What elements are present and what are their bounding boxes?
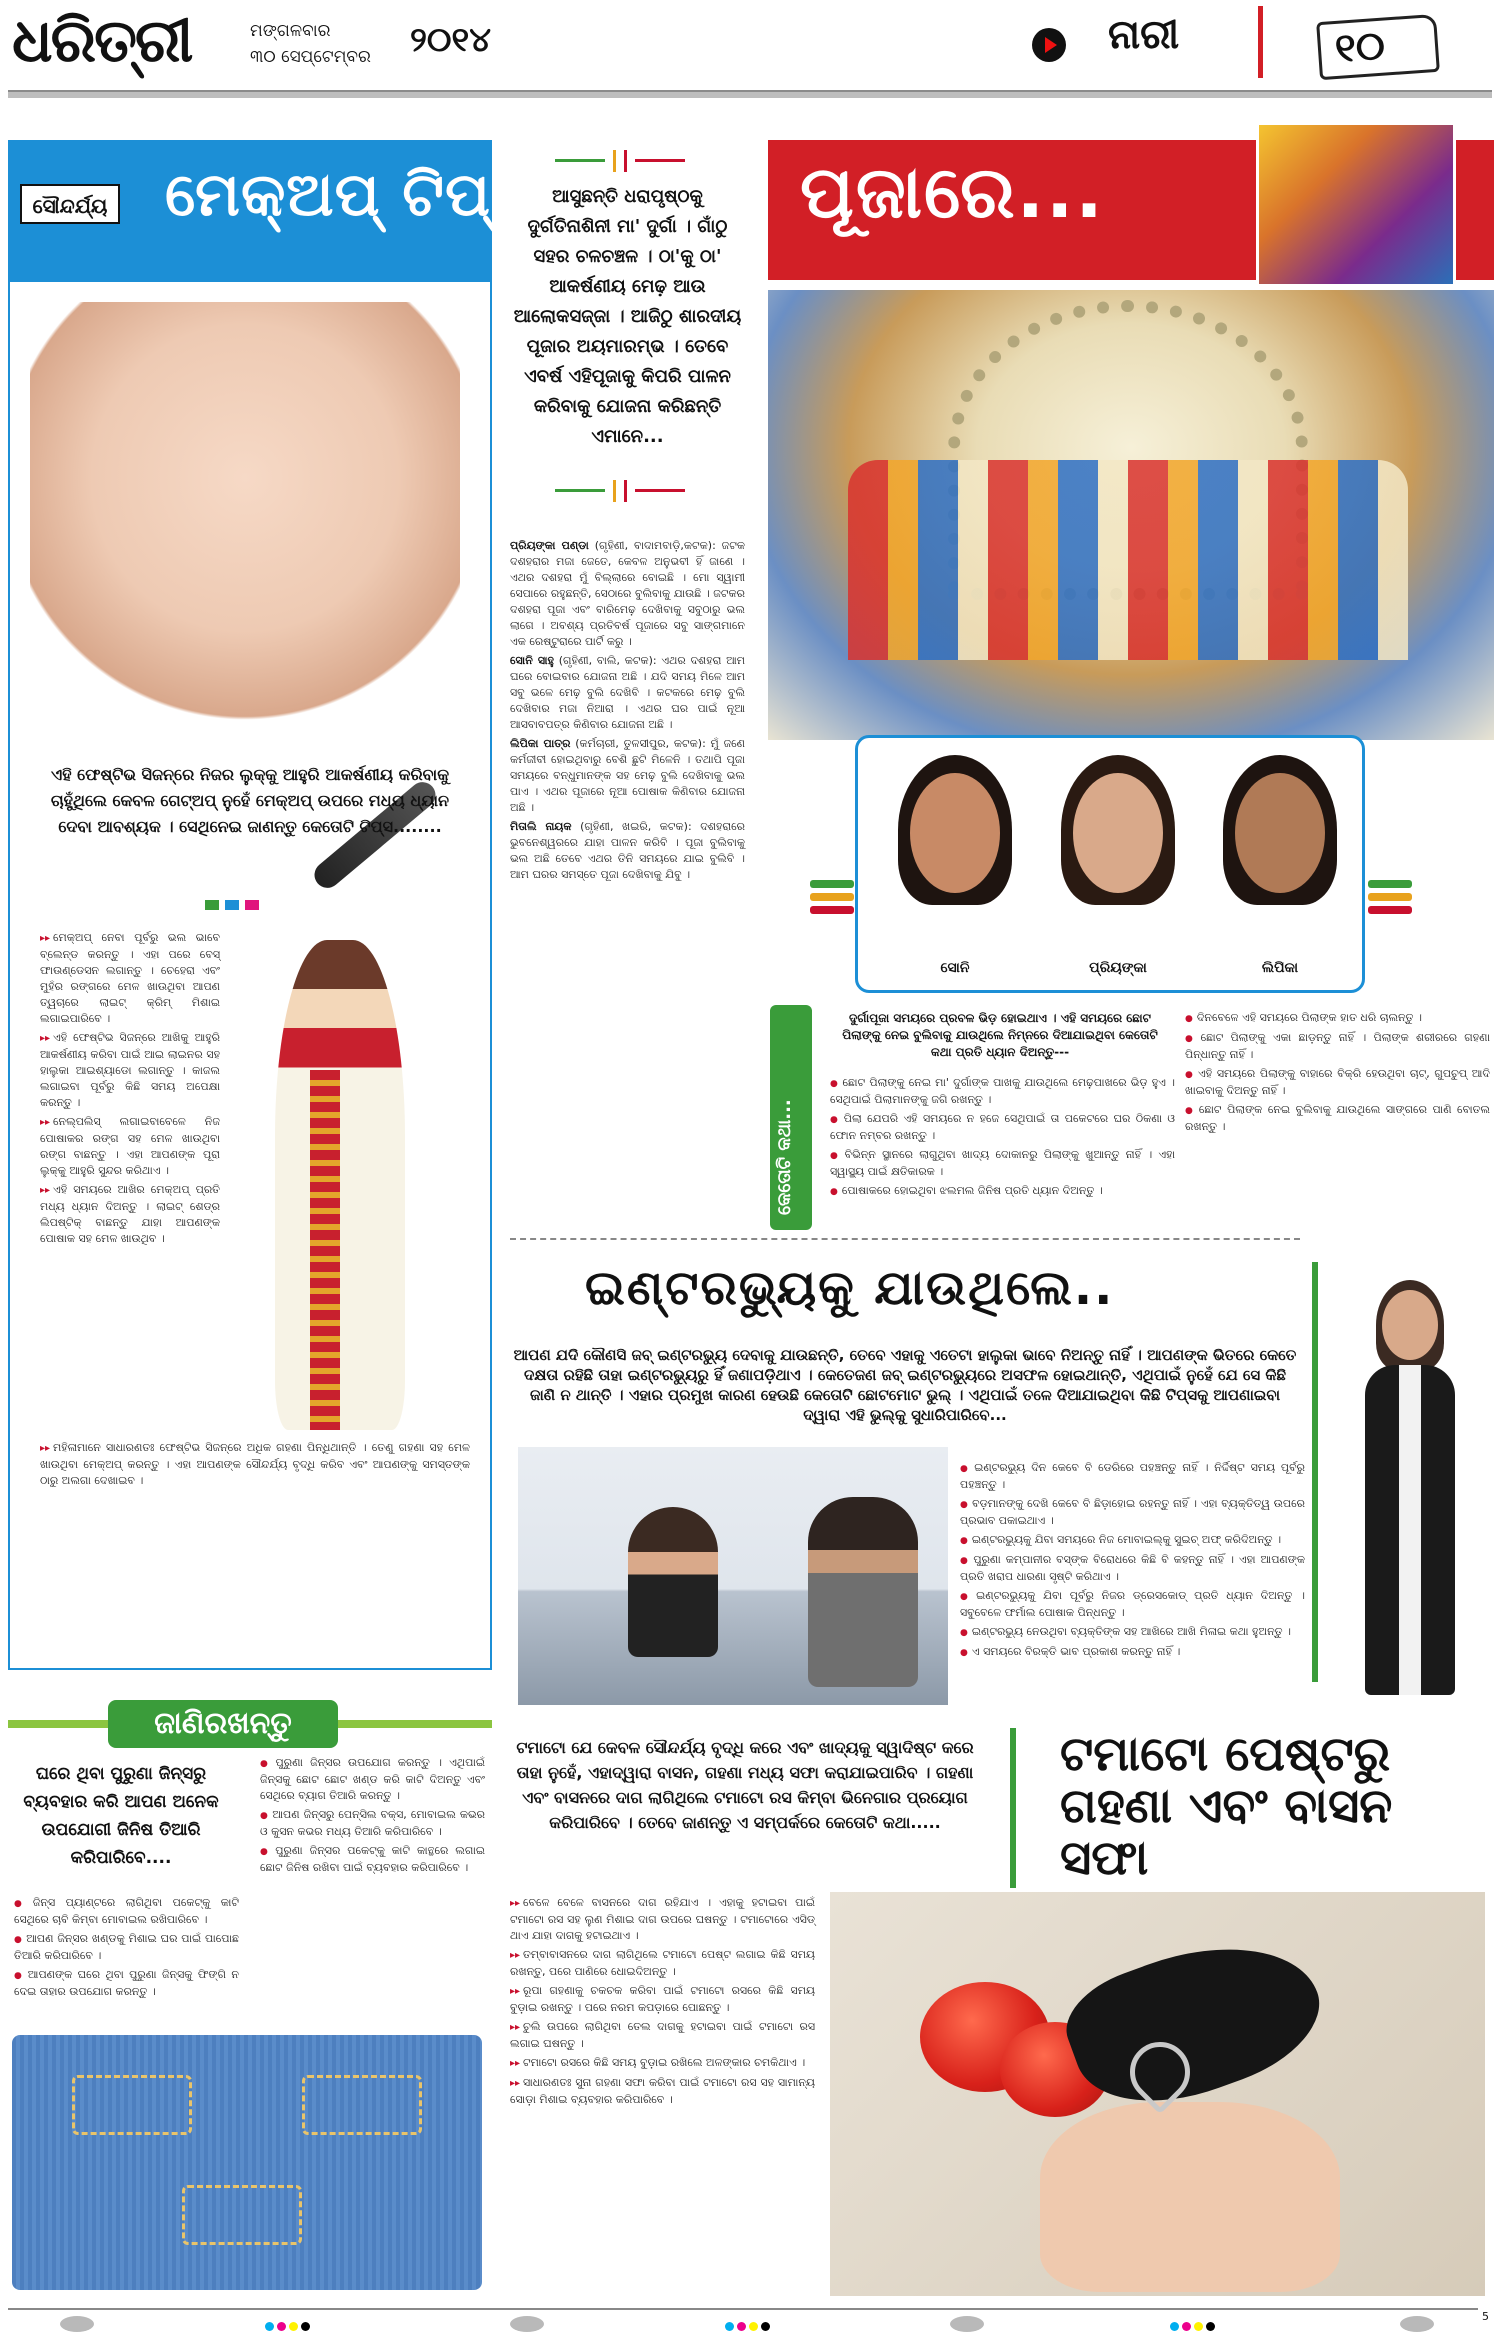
- puja-intro: ଆସୁଛନ୍ତି ଧରାପୃଷ୍ଠକୁ ଦୁର୍ଗତିନାଶିନୀ ମା' ଦୁର୍ଗା । ଗାଁଠୁ ସହର ଚଳଚଞ୍ଚଳ । ଠା'କୁ ଠା' ଆକର୍ଷଣୀୟ ମେଢ଼ ଆଉ ଆଲୋକସଜ୍ଜା । ଆଜିଠୁ ଶାରଦୀୟ ପୂଜାର ଅୟମାରମ୍ଭ । ତେବେ ଏବର୍ଷ ଏହିପୂଜାକୁ କିପରି ପାଳନ କରିବାକୁ ଯୋଜନା କରିଛନ୍ତି ଏମାନେ...: [513, 186, 742, 447]
- jeans-tip: ● ଜିନ୍ସ ପ୍ୟାଣ୍ଟରେ ଲାଗିଥିବା ପକେଟ୍‌କୁ କାଟି ସେଥିରେ ଚାବି କିମ୍ବା ମୋବାଇଲ ରଖିପାରିବେ ।: [14, 1895, 239, 1928]
- makeup-intro: ଏହି ଫେଷ୍ଟିଭ ସିଜନ୍‌ରେ ନିଜର ଲୁକ୍‌କୁ ଆହୁରି ଆକର୍ଷଣୀୟ କରିବାକୁ ଚାହୁଁଥିଲେ କେବଳ ଗେଟ୍‌ଅପ୍ ନୁହେଁ ମେକ୍‌ଅପ୍ ଉପରେ ମଧ୍ୟ ଧ୍ୟାନ ଦେବା ଆବଶ୍ୟକ । ସେଥିନେଇ ଜାଣନ୍ତୁ କେତୋଟି ଟିପ୍ସ........: [50, 765, 450, 836]
- puja-title: ପୂଜାରେ...: [800, 150, 1105, 234]
- safety-tip: ● ପିଲା ଯେପରି ଏହି ସମୟରେ ନ ହଜେ ସେଥିପାଇଁ ତା ପକେଟରେ ଘର ଠିକଣା ଓ ଫୋନ ନମ୍ବର ରଖନ୍ତୁ ।: [830, 1111, 1175, 1144]
- page-number-tab: [1316, 14, 1440, 80]
- tomato-tip: ▸▸ ତମ୍ବାବାସନରେ ଦାଗ ଲାଗିଥିଲେ ଟମାଟୋ ପେଷ୍ଟ ଲଗାଇ କିଛି ସମୟ ରଖନ୍ତୁ, ପରେ ପାଣିରେ ଧୋଇଦିଅନ୍ତୁ ।: [510, 1947, 815, 1980]
- interview-tip: ● ଏ ସମୟରେ ବିରକ୍ତି ଭାବ ପ୍ରକାଶ କରନ୍ତୁ ନାହିଁ ।: [960, 1644, 1305, 1661]
- know-this-badge: ଜାଣିରଖନ୍ତୁ: [108, 1700, 338, 1748]
- registration-marks: [725, 2316, 775, 2332]
- some-points-badge: [770, 1005, 812, 1230]
- red-divider: [1258, 6, 1263, 78]
- date-block: [250, 18, 371, 70]
- safety-tip: ● ଦିନବେଳେ ଏହି ସମୟରେ ପିଲାଙ୍କ ହାତ ଧରି ଚାଲନ୍ତୁ ।: [1185, 1010, 1490, 1027]
- play-icon: [1032, 28, 1066, 62]
- interview-office-photo: [518, 1447, 948, 1705]
- green-divider: [1010, 1728, 1016, 1888]
- safety-tip: ● ବିଭିନ୍ନ ସ୍ଥାନରେ ଲାଗୁଥିବା ଖାଦ୍ୟ ଦୋକାନରୁ ପିଲାଙ୍କୁ ଖୁଆନ୍ତୁ ନାହିଁ । ଏହା ସ୍ୱାସ୍ଥ୍ୟ ପାଇଁ କ୍ଷତିକାରକ ।: [830, 1147, 1175, 1180]
- tomato-cleaning-photo: [830, 1892, 1485, 2296]
- color-divider: [205, 895, 285, 905]
- jeans-tips-right: [260, 1755, 485, 1879]
- ornament-divider: [555, 150, 685, 172]
- green-divider: [1312, 1262, 1318, 1682]
- interview-intro: ଆପଣ ଯଦି କୌଣସି ଜବ୍ ଇଣ୍ଟରଭ୍ୟୁ ଦେବାକୁ ଯାଉଛନ୍ତି, ତେବେ ଏହାକୁ ଏତେଟା ହାଲୁକା ଭାବେ ନିଅନ୍ତୁ ନାହିଁ । ଆପଣଙ୍କ ଭିତରେ କେତେ ଦକ୍ଷତା ରହିଛି ତାହା ଇଣ୍ଟରଭ୍ୟୁରୁ ହିଁ ଜଣାପଡ଼ିଥାଏ । କେତେଜଣ ଜବ୍ ଇଣ୍ଟରଭ୍ୟୁରେ ଅସଫଳ ହୋଇଥାନ୍ତି, ଏଥିପାଇଁ ନୁହେଁ ଯେ ସେ କିଛି ଜାଣି ନ ଥାନ୍ତି । ଏହାର ପ୍ରମୁଖ କାରଣ ହେଉଛି କେତୋଟି ଛୋଟମୋଟ ଭୁଲ୍ । ଏଥିପାଇଁ ତଳେ ଦିଆଯାଇଥିବା କିଛି ଟିପ୍ସକୁ ଆପଣାଇବା ଦ୍ୱାରା ଏହି ଭୁଲ୍‌କୁ ସୁଧାରିପାରିବେ...: [513, 1346, 1297, 1424]
- jeans-tip: ● ପୁରୁଣା ଜିନ୍ସର ପକେଟ୍‌କୁ କାଟି କାନ୍ଥରେ ଲଗାଇ ଛୋଟ ଜିନିଷ ରଖିବା ପାଇଁ ବ୍ୟବହାର କରିପାରିବେ ।: [260, 1843, 485, 1876]
- safety-tip: ● ଛୋଟ ପିଲାଙ୍କୁ ନେଇ ମା' ଦୁର୍ଗାଙ୍କ ପାଖକୁ ଯାଉଥିଲେ ମେଢ଼ପାଖରେ ଭିଡ଼ ହୁଏ । ସେଥିପାଇଁ ପିଲାମାନଙ୍କୁ ଜଗି ରଖନ୍ତୁ ।: [830, 1075, 1175, 1108]
- quote-soni: ସୋନି ସାହୁ (ଗୃହିଣୀ, ବାଲି, କଟକ): ଏଥର ଦଶହରା ଆମ ଘରେ ବୋଇବାର ଯୋଜନା ଅଛି । ଯଦି ସମୟ ମିଳେ ଆମ ସବୁ ଭଳେ ମେଢ଼ ବୁଲି ଦେଖିବି । କଟକରେ ମେଢ଼ ବୁଲି ଦେଖିବାର ମଜା ନିଆରା । ଏଥର ଘର ପାଇଁ ନୂଆ ଆସବାବପତ୍ର କିଣିବାର ଯୋଜନା ଅଛି ।: [510, 654, 745, 731]
- tomato-tip: ▸▸ ବେଳେ ବେଳେ ବାସନରେ ଦାଗ ରହିଯାଏ । ଏହାକୁ ହଟାଇବା ପାଇଁ ଟମାଟୋ ରସ ସହ ଲୁଣ ମିଶାଇ ଦାଗ ଉପରେ ଘଷନ୍ତୁ । ଟମାଟୋରେ ଏସିଡ୍ ଥାଏ ଯାହା ଦାଗକୁ ହଟାଇଥାଏ ।: [510, 1895, 815, 1944]
- makeup-tip: ▸▸ ମେକ୍‌ଅପ୍ ନେବା ପୂର୍ବରୁ ଭଲ ଭାବେ ବ୍ଲେନ୍ଡ କରନ୍ତୁ । ଏହା ପରେ ବେସ୍ ଫାଉଣ୍ଡେସନ ଲଗାନ୍ତୁ । ଚେହେରା ଏବଂ ମୁହଁର ରଙ୍ଗରେ ମେଳ ଖାଉଥିବା ଆପଣ ତ୍ୱଚାରେ ଲାଇଟ୍ କ୍ରିମ୍ ମିଶାଇ ଲଗାଇପାରିବେ ।: [40, 930, 220, 1027]
- day-label: ମଙ୍ଗଳବାର: [250, 21, 331, 41]
- safety-tip: ● ଏହି ସମୟରେ ପିଲାଙ୍କୁ ବାହାରେ ବିକ୍ରି ହେଉଥିବା ଚାଟ୍, ଗୁପଚୁପ୍ ଆଦି ଖାଇବାକୁ ଦିଅନ୍ତୁ ନାହିଁ ।: [1185, 1066, 1490, 1099]
- ornament-divider: [555, 480, 685, 502]
- portrait-name: ଲିପିକା: [1261, 960, 1299, 976]
- portrait-name: ପ୍ରିୟଙ୍କା: [1089, 960, 1147, 976]
- jeans-bag-photo: [12, 2035, 482, 2290]
- some-points-label: କେତୋଟି କଥା...: [774, 1099, 795, 1215]
- tomato-intro: ଟମାଟୋ ଯେ କେବଳ ସୌନ୍ଦର୍ଯ୍ୟ ବୃଦ୍ଧି କରେ ଏବଂ ଖାଦ୍ୟକୁ ସ୍ୱାଦିଷ୍ଟ କରେ ତାହା ନୁହେଁ, ଏହାଦ୍ୱାରା ବାସନ, ଗହଣା ମଧ୍ୟ ସଫା କରାଯାଇପାରିବ । ଗହଣା ଏବଂ ବାସନରେ ଦାଗ ଲାଗିଥିଲେ ଟମାଟୋ ରସ କିମ୍ବା ଭିନେଗାର ପ୍ରୟୋଗ କରିପାରିବେ । ତେବେ ଜାଣନ୍ତୁ ଏ ସମ୍ପର୍କରେ କେତୋଟି କଥା.....: [516, 1738, 974, 1832]
- portrait-name: ସୋନି: [940, 960, 970, 976]
- date-label: ୩୦ ସେପ୍ଟେମ୍ବର: [250, 47, 371, 67]
- durga-thumbnail-photo: [1256, 122, 1456, 287]
- interview-tip: ● ଇଣ୍ଟରଭ୍ୟୁ ନେଉଥିବା ବ୍ୟକ୍ତିଙ୍କ ସହ ଆଖିରେ ଆଖି ମିଳାଇ କଥା ହୁଅନ୍ତୁ ।: [960, 1624, 1305, 1641]
- tomato-title: ଟମାଟୋ ପେଷ୍ଟରୁ ଗହଣା ଏବଂ ବାସନ ସଫା: [1060, 1726, 1393, 1886]
- page-number: ୧୦: [1333, 22, 1387, 72]
- know-this-header: [8, 1700, 492, 1746]
- quote-lipika: ଲିପିକା ପାତ୍ର (କର୍ମଚାରୀ, ତୁଳସୀପୁର, କଟକ): ମୁଁ ଜଣେ କର୍ମଜୀବୀ ହୋଇଥିବାରୁ ବେଶି ଛୁଟି ମିଳେନି । ତଥାପି ପୂଜା ସମୟରେ ବନ୍ଧୁମାନଙ୍କ ସହ ମେଢ଼ ବୁଲି ଦେଖିବାକୁ ଭଲ ପାଏ । ଏଥର ପୂଜାରେ ନୂଆ ପୋଷାକ କିଣିବାର ଯୋଜନା ଅଛି ।: [510, 737, 745, 814]
- interview-title: ଇଣ୍ଟରଭ୍ୟୁକୁ ଯାଉଥିଲେ..: [585, 1260, 1115, 1316]
- print-page-number: 5: [1482, 2310, 1489, 2323]
- safety-tip: ● ପୋଷାକରେ ହୋଇଥିବା ଝଲମଲ ଜିନିଷ ପ୍ରତି ଧ୍ୟାନ ଦିଅନ୍ତୁ ।: [830, 1183, 1175, 1200]
- interview-tip: ● ପୁରୁଣା କମ୍ପାନୀର ବସ୍‌ଙ୍କ ବିରୋଧରେ କିଛି ବି କହନ୍ତୁ ନାହିଁ । ଏହା ଆପଣଙ୍କ ପ୍ରତି ଖରାପ ଧାରଣା ସୃଷ୍ଟି କରିଥାଏ ।: [960, 1552, 1305, 1585]
- saree-model-photo: [220, 930, 460, 1430]
- tomato-tip: ▸▸ ରୂପା ଗହଣାକୁ ଚକଚକ କରିବା ପାଇଁ ଟମାଟୋ ରସରେ କିଛି ସମୟ ବୁଡ଼ାଇ ରଖନ୍ତୁ । ପରେ ନରମ କପଡ଼ାରେ ପୋଛନ୍ତୁ ।: [510, 1983, 815, 2016]
- makeup-closing-text: ▸▸ ମହିଳାମାନେ ସାଧାରଣତଃ ଫେଷ୍ଟିଭ ସିଜନ୍‌ରେ ଅଧିକ ଗହଣା ପିନ୍ଧିଥାନ୍ତି । ତେଣୁ ଗହଣା ସହ ମେଳ ଖାଉଥିବା ମେକ୍‌ଅପ୍ କରନ୍ତୁ । ଏହା ଆପଣଙ୍କ ସୌନ୍ଦର୍ଯ୍ୟ ବୃଦ୍ଧି କରିବ ଏବଂ ଆପଣଙ୍କୁ ସମସ୍ତଙ୍କ ଠାରୁ ଅଲଗା ଦେଖାଇବ ।: [40, 1440, 470, 1489]
- safety-tip: ● ଛୋଟ ପିଲାଙ୍କୁ ଏକା ଛାଡ଼ନ୍ତୁ ନାହିଁ । ପିଲାଙ୍କ ଶରୀରରେ ଗହଣା ପିନ୍ଧାନ୍ତୁ ନାହିଁ ।: [1185, 1030, 1490, 1063]
- puja-quotes-column: [510, 538, 745, 886]
- jeans-tip: ● ଆପଣ ଜିନ୍ସର ଖଣ୍ଡକୁ ମିଶାଇ ଘର ପାଇଁ ପାପୋଛ ତିଆରି କରିପାରିବେ ।: [14, 1931, 239, 1964]
- child-safety-col1: [830, 1075, 1175, 1203]
- makeup-closing: [40, 1440, 470, 1492]
- makeup-tip: ▸▸ ଏହି ସମୟରେ ଆଖିର ମେକ୍‌ଅପ୍ ପ୍ରତି ମଧ୍ୟ ଧ୍ୟାନ ଦିଅନ୍ତୁ । ଲାଇଟ୍ ଶେଡ୍‌ର ଲିପଷ୍ଟିକ୍ ବାଛନ୍ତୁ ଯାହା ଆପଣଙ୍କ ପୋଷାକ ସହ ମେଳ ଖାଉଥିବ ।: [40, 1182, 220, 1247]
- jeans-tip: ● ଆପଣଙ୍କ ଘରେ ଥିବା ପୁରୁଣା ଜିନ୍ସକୁ ଫିଙ୍ଗି ନ ଦେଇ ତାହାର ଉପଯୋଗ କରନ୍ତୁ ।: [14, 1967, 239, 2000]
- makeup-title: ମେକ୍‌ଅପ୍ ଟିପ୍ସ: [165, 160, 531, 230]
- child-safety-intro: ଦୁର୍ଗାପୂଜା ସମୟରେ ପ୍ରବଳ ଭିଡ଼ ହୋଇଥାଏ । ଏହି ସମୟରେ ଛୋଟ ପିଲାଙ୍କୁ ନେଇ ବୁଲିବାକୁ ଯାଉଥିଲେ ନିମ୍ନରେ ଦିଆଯାଇଥିବା କେତୋଟି କଥା ପ୍ରତି ଧ୍ୟାନ ଦିଅନ୍ତୁ---: [842, 1011, 1158, 1059]
- portrait-soni: [880, 745, 1030, 943]
- page-footer: [0, 2304, 1500, 2338]
- section-separator: [510, 1238, 1300, 1240]
- newspaper-logo: ଧରିତ୍ରୀ: [12, 6, 192, 76]
- business-woman-photo: [1330, 1270, 1490, 1700]
- makeup-tip: ▸▸ ନେଲ୍‌ପଲିସ୍ ଲଗାଇବାବେଳେ ନିଜ ପୋଷାକର ରଙ୍ଗ ସହ ମେଳ ଖାଉଥିବା ରଙ୍ଗ ବାଛନ୍ତୁ । ଏହା ଆପଣଙ୍କ ପୂରା ଲୁକ୍‌କୁ ଆହୁରି ସୁନ୍ଦର କରିଥାଏ ।: [40, 1114, 220, 1179]
- makeup-model-photo: [30, 302, 460, 742]
- tomato-tip: ▸▸ ଚୁଲି ଉପରେ ଲାଗିଥିବା ତେଲ ଦାଗକୁ ହଟାଇବା ପାଇଁ ଟମାଟୋ ରସ ଲଗାଇ ଘଷନ୍ତୁ ।: [510, 2019, 815, 2052]
- portrait-priyanka: [1043, 745, 1193, 943]
- interview-tip: ● ବଡ଼ମାନଙ୍କୁ ଦେଖି କେବେ ବି ଛିଡ଼ାହୋଇ ରହନ୍ତୁ ନାହିଁ । ଏହା ବ୍ୟକ୍ତିତ୍ୱ ଉପରେ ପ୍ରଭାବ ପକାଇଥାଏ ।: [960, 1496, 1305, 1529]
- makeup-tips-column: [40, 930, 220, 1250]
- color-stripes-right: [1368, 880, 1412, 922]
- tomato-tips: [510, 1895, 815, 2111]
- registration-marks: [265, 2316, 315, 2332]
- interview-tips: [960, 1460, 1305, 1664]
- safety-tip: ● ଛୋଟ ପିଲାଙ୍କ ନେଇ ବୁଲିବାକୁ ଯାଉଥିଲେ ସାଙ୍ଗରେ ପାଣି ବୋତଲ ରଖନ୍ତୁ ।: [1185, 1102, 1490, 1135]
- tomato-tip: ▸▸ ସାଧାରଣତଃ ସୁନା ଗହଣା ସଫା କରିବା ପାଇଁ ଟମାଟୋ ରସ ସହ ସାମାନ୍ୟ ସୋଡ଼ା ମିଶାଇ ବ୍ୟବହାର କରିପାରିବେ ।: [510, 2075, 815, 2108]
- jeans-intro: ଘରେ ଥିବା ପୁରୁଣା ଜିନ୍ସରୁ ବ୍ୟବହାର କରି ଆପଣ ଅନେକ ଉପଯୋଗୀ ଜିନିଷ ତିଆରି କରିପାରିବେ....: [23, 1764, 219, 1868]
- masthead-rule: [8, 90, 1492, 98]
- jeans-tip: ● ଆପଣ ଜିନ୍ସରୁ ପେନ୍ସିଲ ବକ୍ସ, ମୋବାଇଲ କଭର ଓ କୁସନ କଭର ମଧ୍ୟ ତିଆରି କରିପାରିବେ ।: [260, 1807, 485, 1840]
- tomato-tip: ▸▸ ଟମାଟୋ ରସରେ କିଛି ସମୟ ବୁଡ଼ାଇ ରଖିଲେ ଅଳଙ୍କାର ଚମକିଥାଏ ।: [510, 2055, 815, 2072]
- color-stripes-left: [810, 880, 854, 922]
- interview-tip: ● ଇଣ୍ଟରଭ୍ୟୁକୁ ଯିବା ପୂର୍ବରୁ ନିଜର ଡ୍ରେସକୋଡ୍ ପ୍ରତି ଧ୍ୟାନ ଦିଅନ୍ତୁ । ସବୁବେଳେ ଫର୍ମାଲ ପୋଷାକ ପିନ୍ଧନ୍ତୁ ।: [960, 1588, 1305, 1621]
- beauty-tag: ସୌନ୍ଦର୍ଯ୍ୟ: [20, 184, 120, 224]
- jeans-tip: ● ପୁରୁଣା ଜିନ୍ସର ଉପଯୋଗ କରନ୍ତୁ । ଏଥିପାଇଁ ଜିନ୍ସକୁ ଛୋଟ ଛୋଟ ଖଣ୍ଡ କରି କାଟି ଦିଅନ୍ତୁ ଏବଂ ସେଥିରେ ବ୍ୟାଗ ତିଆରି କରନ୍ତୁ ।: [260, 1755, 485, 1804]
- durga-idol-photo: [768, 290, 1494, 740]
- interview-tip: ● ଇଣ୍ଟରଭ୍ୟୁକୁ ଯିବା ସମୟରେ ନିଜ ମୋବାଇଲ୍‌କୁ ସୁଇଚ୍ ଅଫ୍ କରିଦିଅନ୍ତୁ ।: [960, 1532, 1305, 1549]
- interview-tip: ● ଇଣ୍ଟରଭ୍ୟୁ ଦିନ କେବେ ବି ଡେରିରେ ପହଞ୍ଚନ୍ତୁ ନାହିଁ । ନିର୍ଦ୍ଦିଷ୍ଟ ସମୟ ପୂର୍ବରୁ ପହଞ୍ଚନ୍ତୁ ।: [960, 1460, 1305, 1493]
- registration-marks: [1170, 2316, 1220, 2332]
- portrait-lipika: [1205, 745, 1355, 943]
- section-name: ନାରୀ: [1108, 12, 1180, 58]
- makeup-tip: ▸▸ ଏହି ଫେଷ୍ଟିଭ ସିଜନ୍‌ରେ ଆଖିକୁ ଆହୁରି ଆକର୍ଷଣୀୟ କରିବା ପାଇଁ ଆଇ ଲାଇନର ସହ ହାଲୁକା ଆଇଶ୍ୟାଡୋ ଲଗାନ୍ତୁ । କାଜଲ ଲଗାଇବା ପୂର୍ବରୁ କିଛି ସମୟ ଅପେକ୍ଷା କରନ୍ତୁ ।: [40, 1030, 220, 1111]
- child-safety-col2: [1185, 1010, 1490, 1138]
- year-label: ୨୦୧୪: [410, 20, 492, 60]
- jeans-tips-left: [14, 1895, 239, 2003]
- masthead: [0, 0, 1500, 100]
- quote-mitali: ମିତାଲି ନାୟକ (ଗୃହିଣୀ, ଖଇରି, କଟକ): ଦଶହରାରେ ଭୁବନେଶ୍ୱରରେ ଯାହା ପାଳନ କରିବି । ପୂଜା ବୁଲିବାକୁ ଭଲ ଅଛି ତେବେ ଏଥର ତିନି ସମୟରେ ଯାଇ ବୁଲିବି । ଆମ ଘରର ସମସ୍ତେ ପୂଜା ଦେଖିବାକୁ ଯିବୁ ।: [510, 820, 745, 881]
- quote-priyanka: ପ୍ରିୟଙ୍କା ପଣ୍ଡା (ଗୃହିଣୀ, ବାଦାମବାଡ଼ି,କଟକ): ଜଟକ ଦଶହରାର ମଜା ଜେତେ, କେବଳ ଅନୁଭବୀ ହିଁ ଜାଣେ । ଏଥର ଦଶହରା ମୁଁ ବିଲ୍ଲାରେ ବୋଇଛି । ମୋ ସ୍ୱାମୀ ସେପାରେ ରହୁଛନ୍ତି, ସେଠାରେ ବୁଲିବାକୁ ଯାଉଛି । ଜଟକର ଦଶହରା ପୂଜା ଏବଂ ବାରିମେଢ଼ ଦେଖିବାକୁ ସବୁଠାରୁ ଭଲ ଲାଗେ । ଅବଶ୍ୟ ପ୍ରତିବର୍ଷ ପୂଜାରେ ସବୁ ସାଙ୍ଗମାନେ ଏକ ରେଷ୍ଟୁରାରେ ପାର୍ଟି କରୁ ।: [510, 539, 746, 648]
